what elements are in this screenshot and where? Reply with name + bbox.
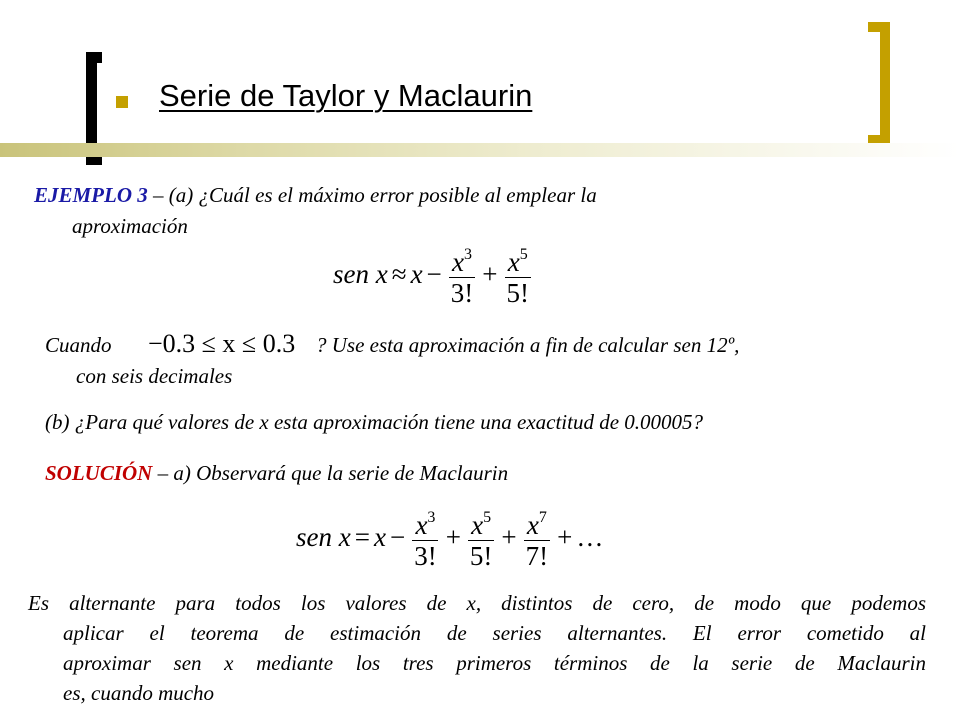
formula-maclaurin-series (296, 503, 603, 571)
paragraph-line4: es, cuando mucho (63, 681, 215, 705)
example-dash: – (a) (147, 183, 199, 207)
formula2-num2: x (471, 510, 484, 540)
formula2-exp2: 5 (483, 509, 492, 526)
formula1-den2: 5! (506, 278, 530, 308)
explanation-paragraph (28, 588, 926, 708)
formula2-plus-2: + (501, 521, 517, 552)
solution-label: SOLUCIÓN (45, 461, 153, 485)
part-b-question: (b) ¿Para qué valores de x esta aproximación tiene una exactitud de 0.00005? (45, 410, 704, 434)
formula2-fraction-3 (523, 503, 552, 571)
condition-rest: ? Use esta aproximación a fin de calcular sen 12º, (316, 333, 740, 357)
formula2-den2: 5! (469, 541, 493, 571)
formula2-fraction-2 (467, 503, 496, 571)
formula2-x: x (373, 521, 386, 552)
formula2-lhs: sen x (296, 521, 351, 552)
formula1-fraction-2 (504, 240, 533, 308)
example-label: EJEMPLO 3 (34, 183, 148, 207)
paragraph-line2: aplicar el teorema de estimación de series alternantes. El error cometido al (63, 621, 926, 645)
formula1-exp2: 5 (519, 246, 528, 263)
solution-text: – a) Observará que la serie de Maclaurin (152, 461, 509, 485)
title-bullet-icon (116, 96, 128, 108)
formula2-exp1: 3 (427, 509, 436, 526)
formula1-lhs: sen x (333, 258, 388, 289)
example-question-line2: aproximación (72, 214, 188, 238)
formula1-x: x (410, 258, 423, 289)
condition-word: Cuando (45, 333, 112, 357)
header-gradient-band (0, 143, 960, 157)
formula2-num1: x (415, 510, 428, 540)
formula2-equals: = (354, 521, 370, 552)
formula2-plus-3: + (557, 521, 573, 552)
paragraph-line1: Es alternante para todos los valores de x, distintos de cero, de modo que podemos (28, 591, 926, 615)
formula1-minus: − (426, 258, 442, 289)
solution-line (45, 458, 508, 488)
paragraph-line3: aproximar sen x mediante los tres primeros términos de la serie de Maclaurin (63, 651, 926, 675)
formula2-den1: 3! (414, 541, 437, 571)
formula1-plus: + (482, 258, 498, 289)
formula2-num3: x (526, 510, 539, 540)
formula2-exp3: 7 (538, 509, 547, 526)
example-question-line1 (34, 180, 597, 210)
condition-inequality: −0.3 ≤ x ≤ 0.3 (148, 329, 296, 358)
formula1-approx-sign: ≈ (391, 258, 407, 289)
condition-line2: con seis decimales (76, 364, 233, 388)
formula2-den3: 7! (525, 541, 549, 571)
example-question: ¿Cuál es el máximo error posible al emplear la (198, 183, 597, 207)
formula1-den1: 3! (450, 278, 474, 308)
slide-title: Serie de Taylor y Maclaurin (159, 78, 533, 113)
formula1-num1: x (452, 247, 465, 277)
formula1-exp1: 3 (464, 246, 473, 263)
formula1-fraction-1 (448, 240, 477, 308)
formula-approximation (333, 240, 534, 308)
formula2-ellipsis: … (576, 521, 604, 552)
formula2-minus: − (389, 521, 406, 552)
formula2-plus-1: + (445, 521, 461, 552)
formula2-fraction-1 (411, 503, 440, 571)
formula1-num2: x (507, 247, 520, 277)
right-bracket-decoration (868, 22, 890, 145)
